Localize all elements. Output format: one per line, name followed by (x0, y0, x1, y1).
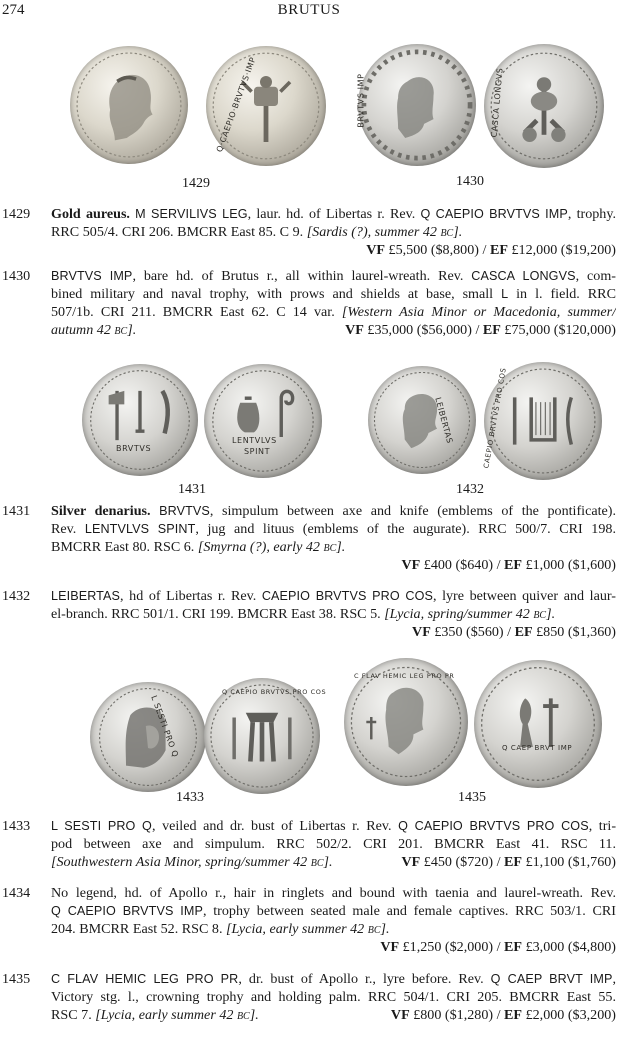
text-run: , trophy. (567, 206, 616, 222)
entry-line (51, 303, 616, 321)
entry-line (51, 538, 616, 556)
text-run: BC (310, 858, 324, 869)
text-run: £2,000 ($3,200) (522, 1007, 616, 1023)
coin-1431-obverse (82, 364, 198, 476)
text-run: BMCRR East 80. RSC 6. (51, 539, 198, 555)
text-run: VF (380, 939, 400, 955)
coin-legend (206, 46, 326, 166)
entry-line (51, 902, 616, 920)
text-run: EF (504, 1007, 523, 1023)
text-run: LENTVLVS SPINT (84, 522, 196, 536)
text-run: Q CAEPIO BRVTVS PRO COS (398, 819, 589, 833)
figure-label-1432: 1432 (456, 482, 484, 497)
text-run: ]. (127, 322, 137, 338)
coin-1430-reverse (484, 44, 604, 168)
figure-label-1430: 1430 (456, 174, 484, 189)
text-run: £1,100 ($1,760) (522, 854, 616, 870)
text-run: , bare hd. of Brutus r., all within laurel-wreath. Rev. (132, 268, 472, 284)
text-run: [Lycia, early summer 42 (226, 921, 368, 937)
text-run: Gold aureus. (51, 206, 130, 222)
text-run: 204. BMCRR East 52. RSC 8. (51, 921, 227, 937)
text-run: £800 ($1,280) / (409, 1007, 505, 1023)
text-run: [Lycia, spring/summer 42 (384, 606, 534, 622)
text-run: EF (482, 322, 501, 338)
text-run: RRC 505/4. CRI 206. BMCRR East 85. C 9. (51, 224, 307, 240)
coin-head-image (70, 46, 188, 164)
entry-number: 1429 (2, 206, 31, 222)
entry-description (51, 970, 616, 1024)
text-run: [Southwestern Asia Minor, spring/summer 42 (51, 854, 311, 870)
text-run: VF (345, 322, 364, 338)
entry-description (51, 884, 616, 956)
coin-1432-obv-legend: LEIBERTAS (433, 396, 455, 445)
price-text (345, 321, 616, 339)
text-run: , hd of Libertas r. Rev. (120, 588, 262, 604)
coin-1429-obverse (70, 46, 188, 164)
text-run: VF (401, 854, 421, 870)
text-run: BC (323, 543, 337, 554)
coin-1435-reverse (474, 660, 602, 788)
text-run: EF (504, 854, 523, 870)
text-run: VF (366, 242, 386, 258)
text-run: £450 ($720) / (420, 854, 505, 870)
coin-plate-row-2 (0, 346, 618, 498)
entry-description (51, 205, 616, 259)
coin-1433-obv-legend: L SESTI PRO Q (149, 694, 181, 759)
text-run: BC (533, 610, 547, 621)
coin-1435-obverse (344, 658, 468, 786)
coin-1431-obv-legend: BRVTVS (116, 444, 152, 453)
text-run: , com- (575, 268, 616, 284)
text-run: £1,250 ($2,000) / (399, 939, 505, 955)
coin-1430-obv-legend: BRVTVS IMP (356, 73, 366, 128)
text-run: , (612, 971, 616, 987)
text-run: Silver denarius. (51, 503, 151, 519)
text-run (151, 503, 160, 519)
entry-line-with-price (51, 853, 616, 871)
entry-line-left (51, 853, 333, 871)
text-run: autumn 42 (51, 322, 115, 338)
entry-line (51, 605, 616, 623)
coin-1435-obv-legend: C FLAV HEMIC LEG PRO PR (354, 672, 455, 680)
text-run: BC (440, 228, 454, 239)
text-run: £850 ($1,360) (532, 624, 616, 640)
text-run: ]. (453, 224, 463, 240)
coin-1433-obverse (90, 682, 206, 792)
entry-line (51, 920, 616, 938)
text-run: VF (401, 557, 421, 573)
entry-description (51, 817, 616, 871)
text-run: BC (236, 1011, 250, 1022)
text-run: ]. (546, 606, 556, 622)
entry-line (51, 520, 616, 538)
entry-line (51, 817, 616, 835)
running-head: BRUTUS (277, 2, 341, 18)
text-run: £5,500 ($8,800) / (385, 242, 490, 258)
entry-number: 1433 (2, 818, 31, 834)
text-run: Q CAEP BRVT IMP (490, 972, 613, 986)
coin-1432-reverse (484, 362, 602, 480)
entry-line (51, 988, 616, 1006)
text-run: ]. (249, 1007, 259, 1023)
coin-1429-rev-legend: Q·CAEPIO·BRVTVS·IMP (214, 55, 258, 154)
text-run: VF (412, 624, 431, 640)
catalog-entry-1429 (2, 205, 616, 258)
text-run: £400 ($640) / (420, 557, 505, 573)
text-run: £1,000 ($1,600) (522, 557, 616, 573)
entry-description (51, 502, 616, 574)
text-run: £75,000 ($120,000) (500, 322, 616, 338)
entry-number: 1434 (2, 885, 31, 901)
coin-1433-reverse (204, 678, 327, 794)
entry-number: 1432 (2, 588, 31, 604)
price-line (51, 241, 616, 259)
price-text (391, 1006, 616, 1024)
entry-description (51, 267, 616, 339)
coin-plate-row-1 (0, 36, 618, 196)
text-run: Q CAEPIO BRVTVS IMP (420, 207, 568, 221)
text-run: , dr. bust of Apollo r., lyre before. Rev. (238, 971, 491, 987)
text-run: , veiled and dr. bust of Libertas r. Rev. (151, 818, 399, 834)
text-run: , simpulum between axe and knife (emblems of the pontificate). (209, 503, 616, 519)
entry-description (51, 587, 616, 641)
page-number: 274 (2, 2, 25, 18)
text-run: BRVTVS (159, 504, 210, 518)
text-run: £350 ($560) / (430, 624, 515, 640)
coin-1432-rev-legend: CAEPIO BRVTVS PRO COS (482, 366, 508, 470)
text-run: Q CAEPIO BRVTVS IMP (51, 904, 203, 918)
text-run: L SESTI PRO Q (51, 819, 152, 833)
coin-1430-rev-legend: CASCA LONGVS (489, 67, 505, 138)
coin-1431-reverse (204, 364, 322, 478)
coin-1432-obverse (368, 366, 476, 474)
text-run: £3,000 ($4,800) (522, 939, 616, 955)
entry-line (51, 502, 616, 520)
entry-line (51, 835, 616, 853)
text-run: LEIBERTAS (51, 589, 121, 603)
text-run: £12,000 ($19,200) (507, 242, 616, 258)
text-run: M SERVILIVS LEG (135, 207, 248, 221)
text-run: , jug and lituus (emblems of the augurate). RRC 500/7. CRI 198. (195, 521, 616, 537)
entry-line-left (51, 1006, 259, 1024)
text-run: BRVTVS IMP (51, 269, 133, 283)
text-run: BC (114, 326, 128, 337)
coin-1430-obverse (358, 44, 476, 166)
price-line (51, 556, 616, 574)
text-run: [Smyrna (?), early 42 (197, 539, 324, 555)
entry-number: 1435 (2, 971, 31, 987)
text-run: in l. field. RRC (508, 286, 616, 302)
text-run: , trophy between seated male and female captives. RRC 503/1. CRI (202, 903, 616, 919)
price-line (51, 623, 616, 641)
text-run: RSC 7. (51, 1007, 96, 1023)
entry-line (51, 970, 616, 988)
entry-line (51, 884, 616, 902)
price-line (51, 938, 616, 956)
text-run: , laur. hd. of Libertas r. Rev. (247, 206, 421, 222)
text-run: , lyre between quiver and laur- (432, 588, 616, 604)
text-run: , tri- (588, 818, 616, 834)
figure-label-1429: 1429 (182, 176, 210, 191)
text-run: EF (514, 624, 533, 640)
text-run: bined military and naval trophy, with prows and shields at base, small (51, 286, 502, 302)
coin-1435-rev-legend: Q CAEP BRVT IMP (502, 744, 573, 752)
text-run: CAEPIO BRVTVS PRO COS (261, 589, 433, 603)
entry-line-with-price (51, 1006, 616, 1024)
coin-1431-rev-legend-1: LENTVLVS (232, 436, 277, 445)
text-run: EF (504, 939, 523, 955)
text-run: pod between axe and simpulum. RRC 502/2. CRI 201. BMCRR East 41. RSC 11. (51, 836, 616, 852)
text-run: Victory stg. l., crowning trophy and holding palm. RRC 504/1. CRI 205. BMCRR East 55. (51, 989, 616, 1005)
entry-line (51, 223, 616, 241)
text-run: [Sardis (?), summer 42 (306, 224, 441, 240)
text-run: ]. (380, 921, 390, 937)
text-run: VF (390, 1007, 410, 1023)
figure-label-1431: 1431 (178, 482, 206, 497)
text-run: 507/1b. CRI 211. BMCRR East 62. C 14 var. (51, 304, 342, 320)
entry-line (51, 587, 616, 605)
text-run: No legend, hd. of Apollo r., hair in ringlets and bound with taenia and laurel-wreath. Rev. (51, 885, 616, 901)
price-text (401, 853, 616, 871)
text-run: EF (504, 557, 523, 573)
entry-line-with-price (51, 321, 616, 339)
coin-1433-rev-legend: Q CAEPIO BRVTVS PRO COS (222, 688, 327, 696)
coin-1429-reverse (206, 46, 326, 166)
text-run: BC (367, 925, 381, 936)
figure-label-1435: 1435 (458, 790, 486, 805)
entry-line (51, 205, 616, 223)
text-run: [Western Asia Minor or Macedonia, summer/ (341, 304, 616, 320)
text-run: el-branch. RRC 501/1. CRI 199. BMCRR East 38. RSC 5. (51, 606, 385, 622)
text-run: ]. (336, 539, 346, 555)
text-run: [Lycia, early summer 42 (95, 1007, 237, 1023)
entry-line-left (51, 321, 136, 339)
entry-line (51, 285, 616, 303)
entry-line (51, 267, 616, 285)
text-run: C FLAV HEMIC LEG PRO PR (51, 972, 239, 986)
text-run: Rev. (51, 521, 85, 537)
text-run: EF (489, 242, 508, 258)
page-header (0, 2, 618, 22)
text-run: L (501, 287, 509, 301)
figure-label-1433: 1433 (176, 790, 204, 805)
text-run: ]. (323, 854, 333, 870)
text-run: CASCA LONGVS (471, 269, 576, 283)
entry-number: 1430 (2, 268, 31, 284)
coin-1431-rev-legend-2: SPINT (244, 447, 271, 456)
coin-plate-row-3 (0, 658, 618, 810)
entry-number: 1431 (2, 503, 31, 519)
text-run: £35,000 ($56,000) / (363, 322, 483, 338)
